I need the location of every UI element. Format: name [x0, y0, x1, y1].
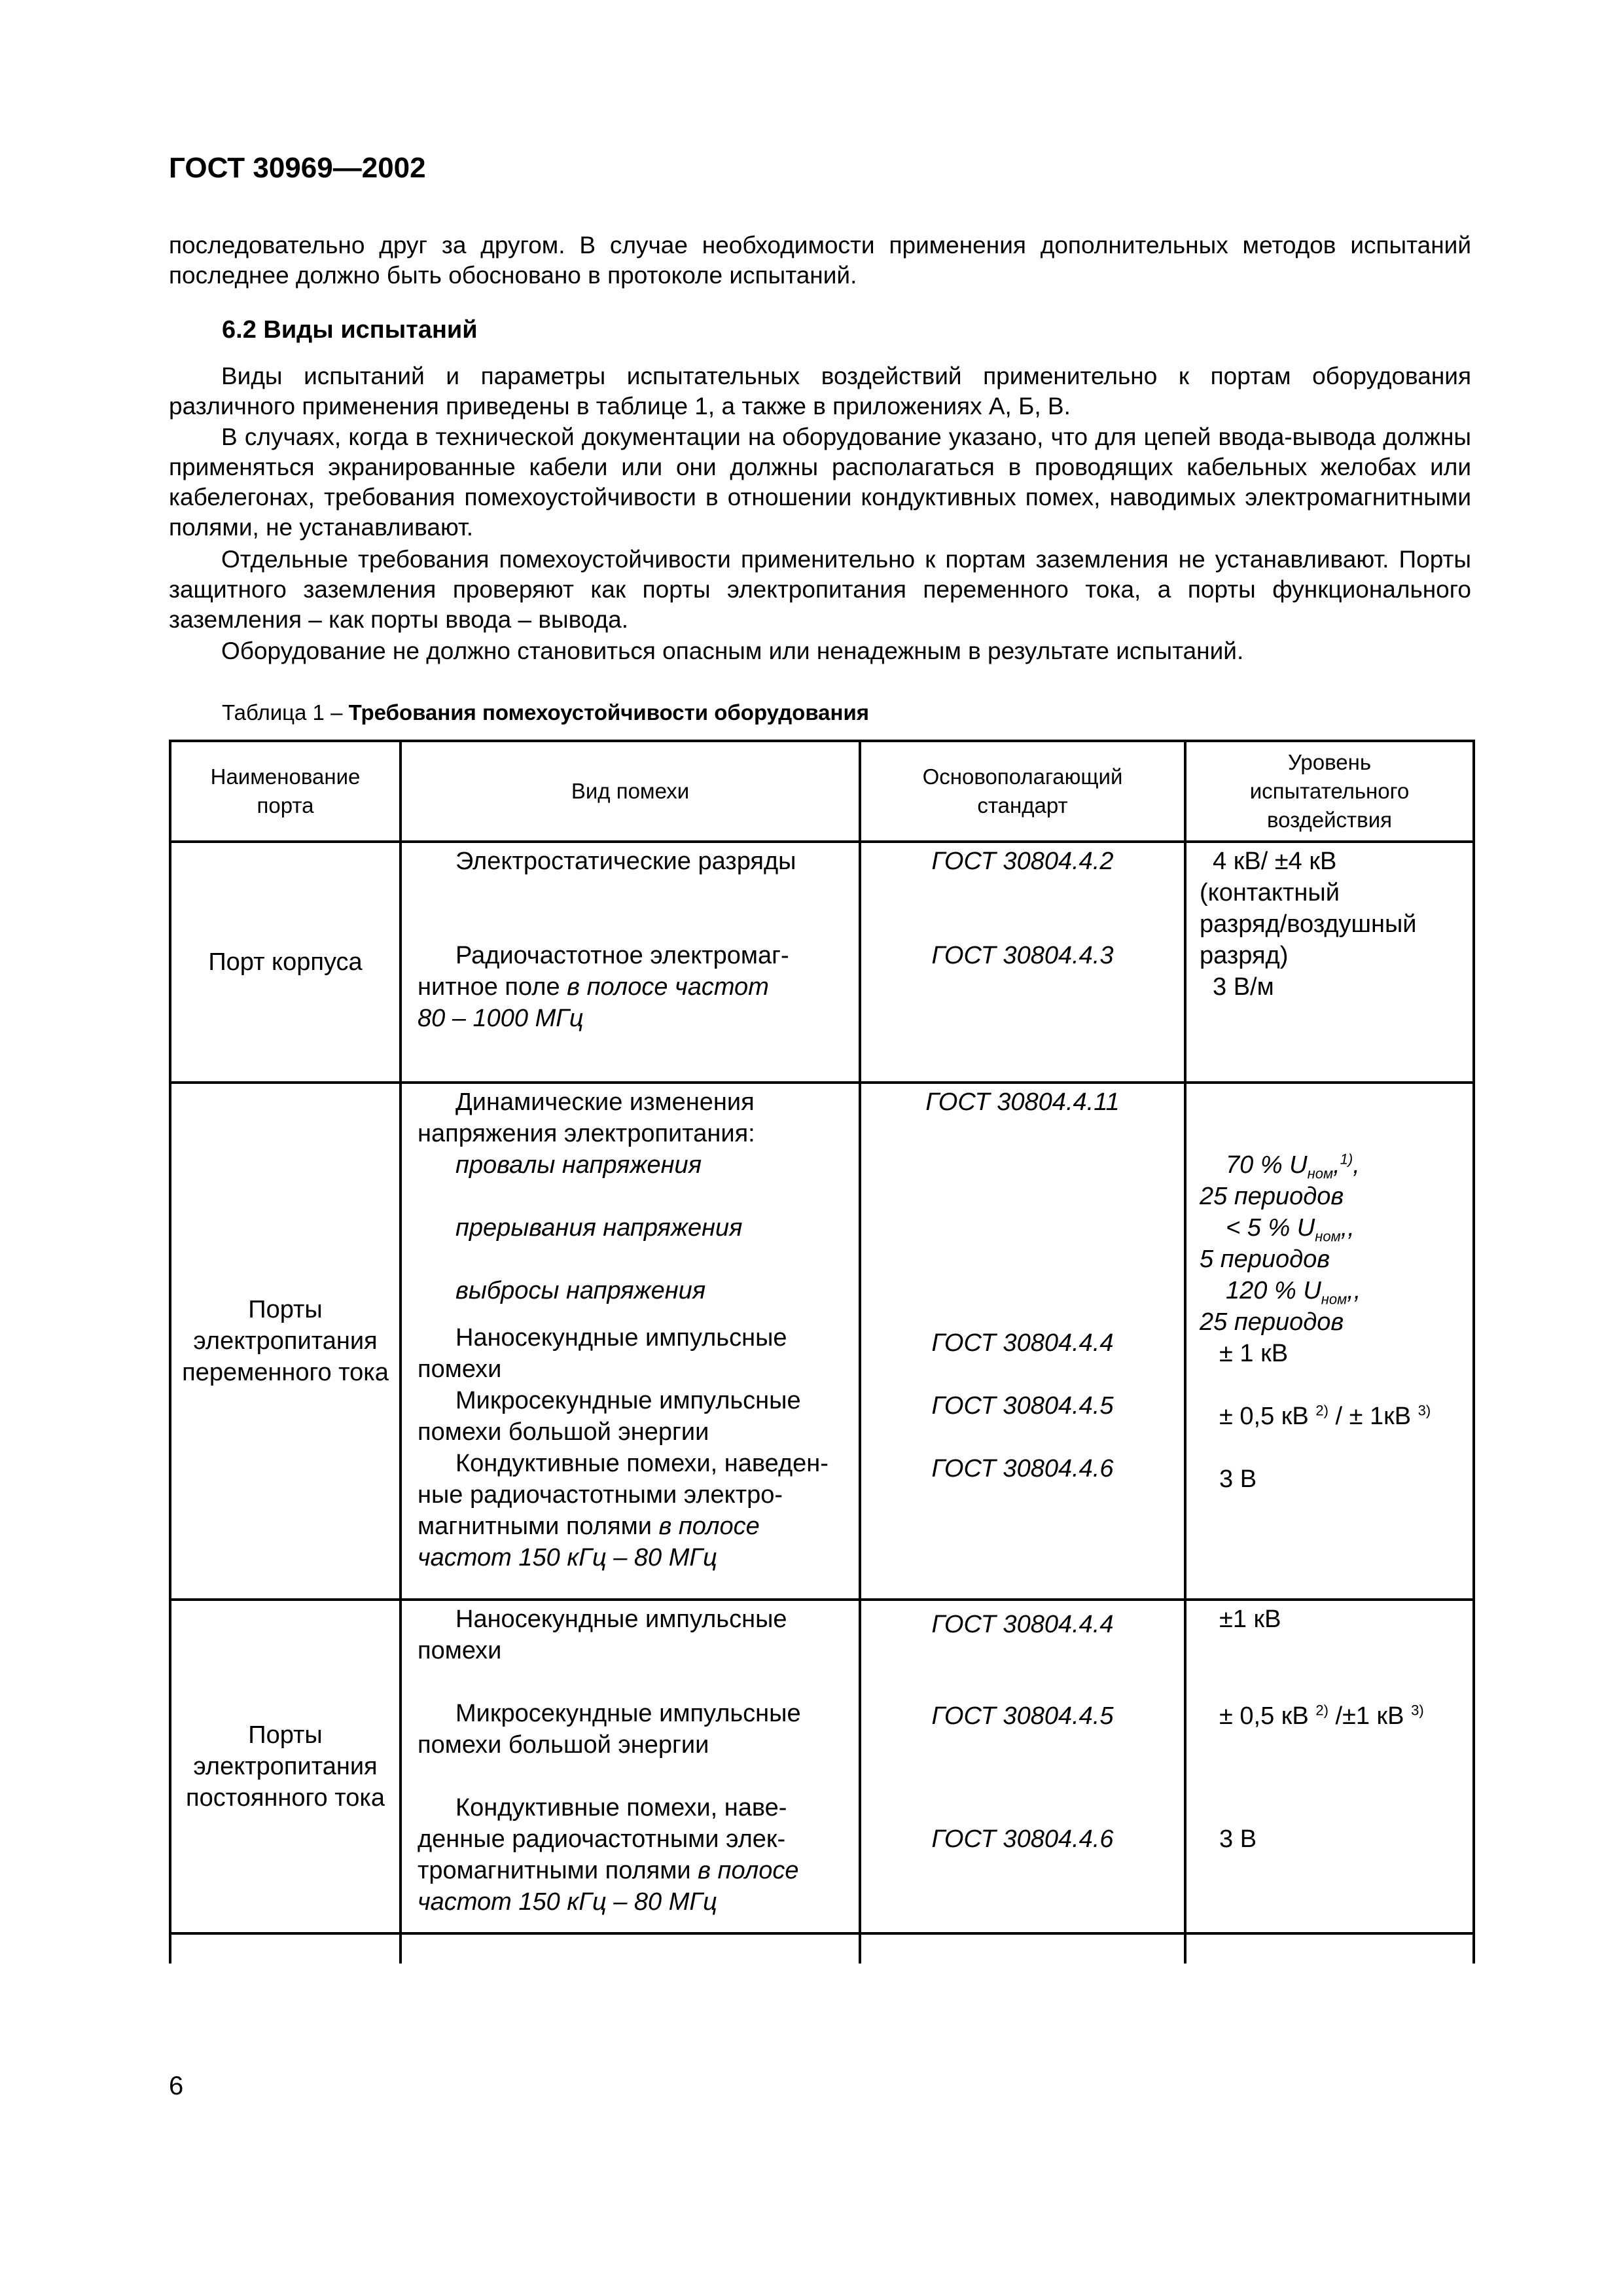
paragraph-3: Отдельные требования помехоустойчивости применительно к портам заземления не устанавливают. Порты защитного заземления проверяют как порты электропитания переменного тока, а порты функционального заземления – как порты ввода – вывода. — [169, 546, 1471, 633]
header-port: Наименование порта — [170, 741, 401, 842]
disturbance-cell: Наносекундные импульсные помехи Микросекундные импульсные помехи большой энергии Кондуктивные помехи, наве- денные радиочастотными элек- тромагнитными полями в полосе частот 150 кГц – 80 МГц — [401, 1600, 860, 1933]
level-cell: 4 кВ/ ±4 кВ (контактный разряд/воздушный разряд) 3 В/м — [1185, 842, 1474, 1083]
table-caption-prefix: Таблица 1 – — [222, 700, 349, 725]
section-title: 6.2 Виды испытаний — [222, 316, 478, 344]
port-dc-power: Порты электропитания постоянного тока — [170, 1600, 401, 1933]
table-row — [170, 842, 1474, 1083]
port-ac-power: Порты электропитания переменного тока — [170, 1083, 401, 1600]
disturbance-cell: Динамические изменения напряжения электропитания: провалы напряжения прерывания напряжения выбросы напряжения Наносекундные импульсные помехи Микросекундные импульсные помехи большой энергии Кондуктивные помехи, наведен- ные радиочастотными электро- магнитными полями в полосе частот 150 кГц – 80 МГц — [401, 1083, 860, 1600]
level-cell: 70 % $U_{ном},^{1)}$, 25 периодов < 5 % $U_{ном}$,, 5 периодов 120 % $U_{ном}$,, 25 периодов ± 1 кВ ± 0,5 кВ $^{2)}$ / ± 1кВ $^{3)}$ 3 В — [1185, 1083, 1474, 1600]
standard-cell: ГОСТ 30804.4.11 ГОСТ 30804.4.4 ГОСТ 30804.4.5 ГОСТ 30804.4.6 — [860, 1083, 1185, 1600]
table-caption-title: Требования помехоустойчивости оборудования — [348, 700, 869, 725]
paragraph-continuation: последовательно друг за другом. В случае необходимости применения дополнительных методов испытаний последнее должно быть обосновано в протоколе испытаний. — [169, 232, 1471, 289]
table-row — [170, 1083, 1474, 1600]
paragraph-2: В случаях, когда в технической документации на оборудование указано, что для цепей ввода-вывода должны применяться экранированные кабели или они должны располагаться в проводящих кабельных желобах или кабелегонах, требования помехоустойчивости в отношении кондуктивных помех, наводимых электромагнитными полями, не устанавливают. — [169, 423, 1471, 541]
header-disturbance: Вид помехи — [401, 741, 860, 842]
header-standard: Основополагающий стандарт — [860, 741, 1185, 842]
table-caption — [222, 700, 869, 725]
standard-cell: ГОСТ 30804.4.4 ГОСТ 30804.4.5 ГОСТ 30804.4.6 — [860, 1600, 1185, 1933]
port-enclosure: Порт корпуса — [170, 842, 401, 1083]
paragraph-1: Виды испытаний и параметры испытательных воздействий применительно к портам оборудования различного применения приведены в таблице 1, а также в приложениях А, Б, В. — [169, 363, 1471, 420]
page-number: 6 — [169, 2072, 184, 2100]
disturbance-cell: Электростатические разряды Радиочастотное электромаг- нитное поле в полосе частот 80 – 1000 МГц — [401, 842, 860, 1083]
standard-cell: ГОСТ 30804.4.2 ГОСТ 30804.4.3 — [860, 842, 1185, 1083]
header-level: Уровень испытательного воздействия — [1185, 741, 1474, 842]
requirements-table — [169, 740, 1475, 1964]
table-row — [170, 1600, 1474, 1933]
level-cell: ±1 кВ ± 0,5 кВ $^{2)}$ /±1 кВ $^{3)}$ 3 В — [1185, 1600, 1474, 1933]
table-continuation-row — [170, 1933, 1474, 1964]
table-header-row — [170, 741, 1474, 842]
document-header: ГОСТ 30969—2002 — [169, 152, 426, 184]
paragraph-4: Оборудование не должно становиться опасным или ненадежным в результате испытаний. — [221, 637, 1244, 664]
